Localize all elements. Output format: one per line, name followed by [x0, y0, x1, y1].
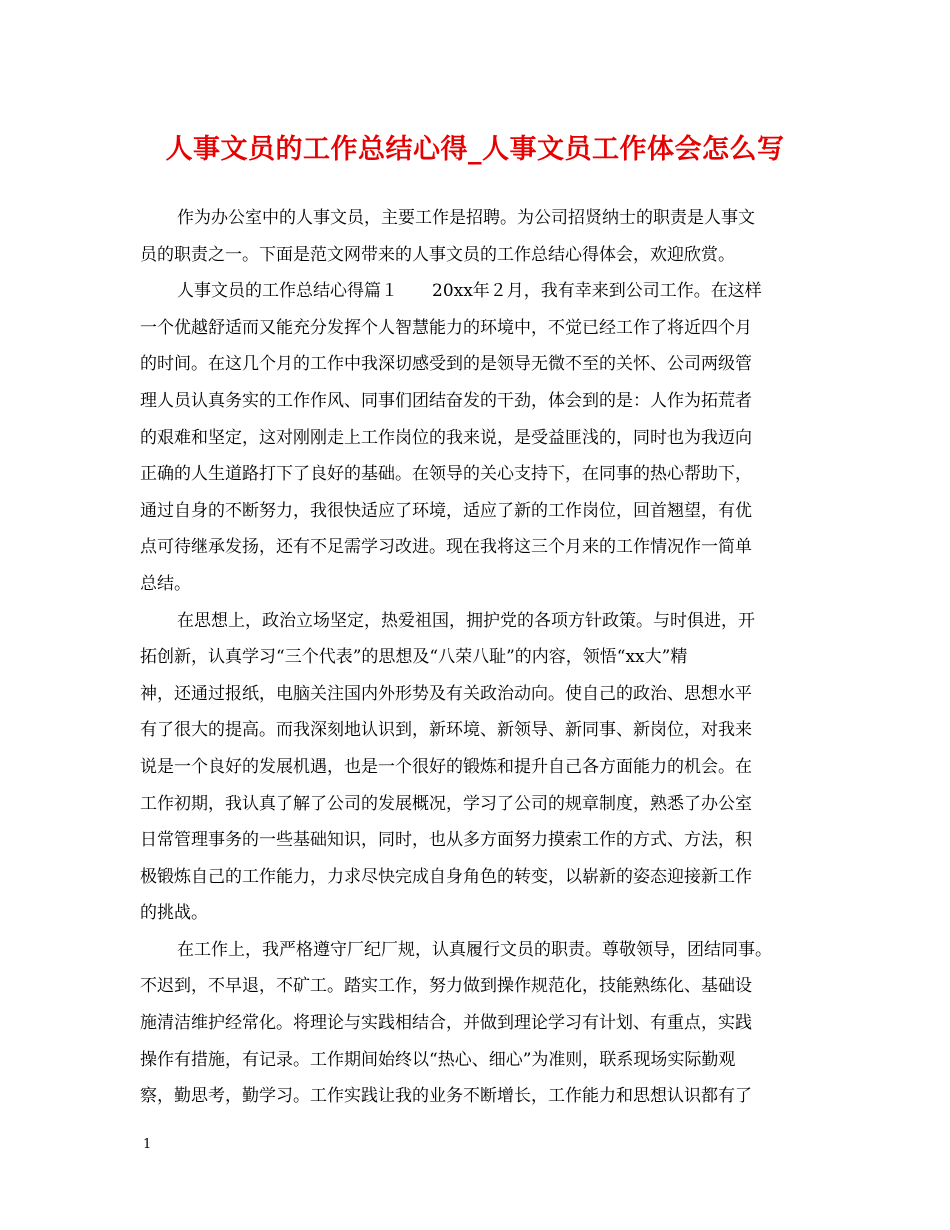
text-line: 察，勤思考，勤学习。工作实践让我的业务不断增长，工作能力和思想认识都有了 — [140, 1086, 752, 1107]
text-line: 说是一个良好的发展机遇，也是一个很好的锻炼和提升自己各方面能力的机会。在 — [140, 756, 752, 777]
text-line: 工作初期，我认真了解了公司的发展概况，学习了公司的规章制度，熟悉了办公室 — [140, 793, 752, 814]
text-line: 不迟到，不早退，不矿工。踏实工作，努力做到操作规范化，技能熟练化、基础设 — [140, 976, 752, 997]
text-line: 操作有措施，有记录。工作期间始终以“热心、细心”为准则，联系现场实际勤观 — [140, 1049, 736, 1070]
text-line: 通过自身的不断努力，我很快适应了环境，适应了新的工作岗位，回首翘望，有优 — [140, 500, 752, 521]
text-line: 日常管理事务的一些基础知识，同时，也从多方面努力摸索工作的方式、方法，积 — [140, 830, 752, 851]
text-line: 神，还通过报纸，电脑关注国内外形势及有关政治动向。使自己的政治、思想水平 — [140, 683, 752, 704]
page-number: 1 — [143, 1137, 152, 1152]
text-line: 一个优越舒适而又能充分发挥个人智慧能力的环境中，不觉已经工作了将近四个月 — [140, 317, 752, 338]
text-line: 理人员认真务实的工作作风、同事们团结奋发的干劲，体会到的是：人作为拓荒者 — [140, 390, 752, 411]
text-line: 的艰难和坚定，这对刚刚走上工作岗位的我来说，是受益匪浅的，同时也为我迈向 — [140, 427, 752, 448]
text-line: 的时间。在这几个月的工作中我深切感受到的是领导无微不至的关怀、公司两级管 — [140, 354, 752, 375]
text-line: 作为办公室中的人事文员，主要工作是招聘。为公司招贤纳士的职责是人事文 — [177, 208, 755, 228]
document-body — [140, 200, 830, 1115]
text-line: 极锻炼自己的工作能力，力求尽快完成自身角色的转变，以崭新的姿态迎接新工作 — [140, 866, 752, 887]
text-line: 点可待继承发扬，还有不足需学习改进。现在我将这三个月来的工作情况作一简单 — [140, 537, 752, 558]
text-line: 的挑战。 — [140, 903, 208, 924]
document-title: 人事文员的工作总结心得_人事文员工作体会怎么写 — [165, 134, 785, 165]
text-line: 施清洁维护经常化。将理论与实践相结合，并做到理论学习有计划、有重点，实践 — [140, 1013, 752, 1034]
text-line: 有了很大的提高。而我深刻地认识到，新环境、新领导、新同事、新岗位，对我来 — [140, 720, 752, 741]
text-line: 员的职责之一。下面是范文网带来的人事文员的工作总结心得体会，欢迎欣赏。 — [140, 244, 735, 265]
text-line: 在工作上，我严格遵守厂纪厂规，认真履行文员的职责。尊敬领导，团结同事。 — [177, 939, 772, 960]
text-line: 在思想上，政治立场坚定，热爱祖国，拥护党的各项方针政策。与时俱进，开 — [177, 610, 755, 631]
text-line: 总结。 — [140, 573, 191, 594]
text-line: 正确的人生道路打下了良好的基础。在领导的关心支持下，在同事的热心帮助下， — [140, 464, 752, 485]
text-line: 拓创新，认真学习“三个代表”的思想及“八荣八耻”的内容，领悟“xx大”精 — [140, 647, 688, 668]
text-line: 人事文员的工作总结心得篇１ 20xx年２月，我有幸来到公司工作。在这样 — [177, 281, 762, 302]
